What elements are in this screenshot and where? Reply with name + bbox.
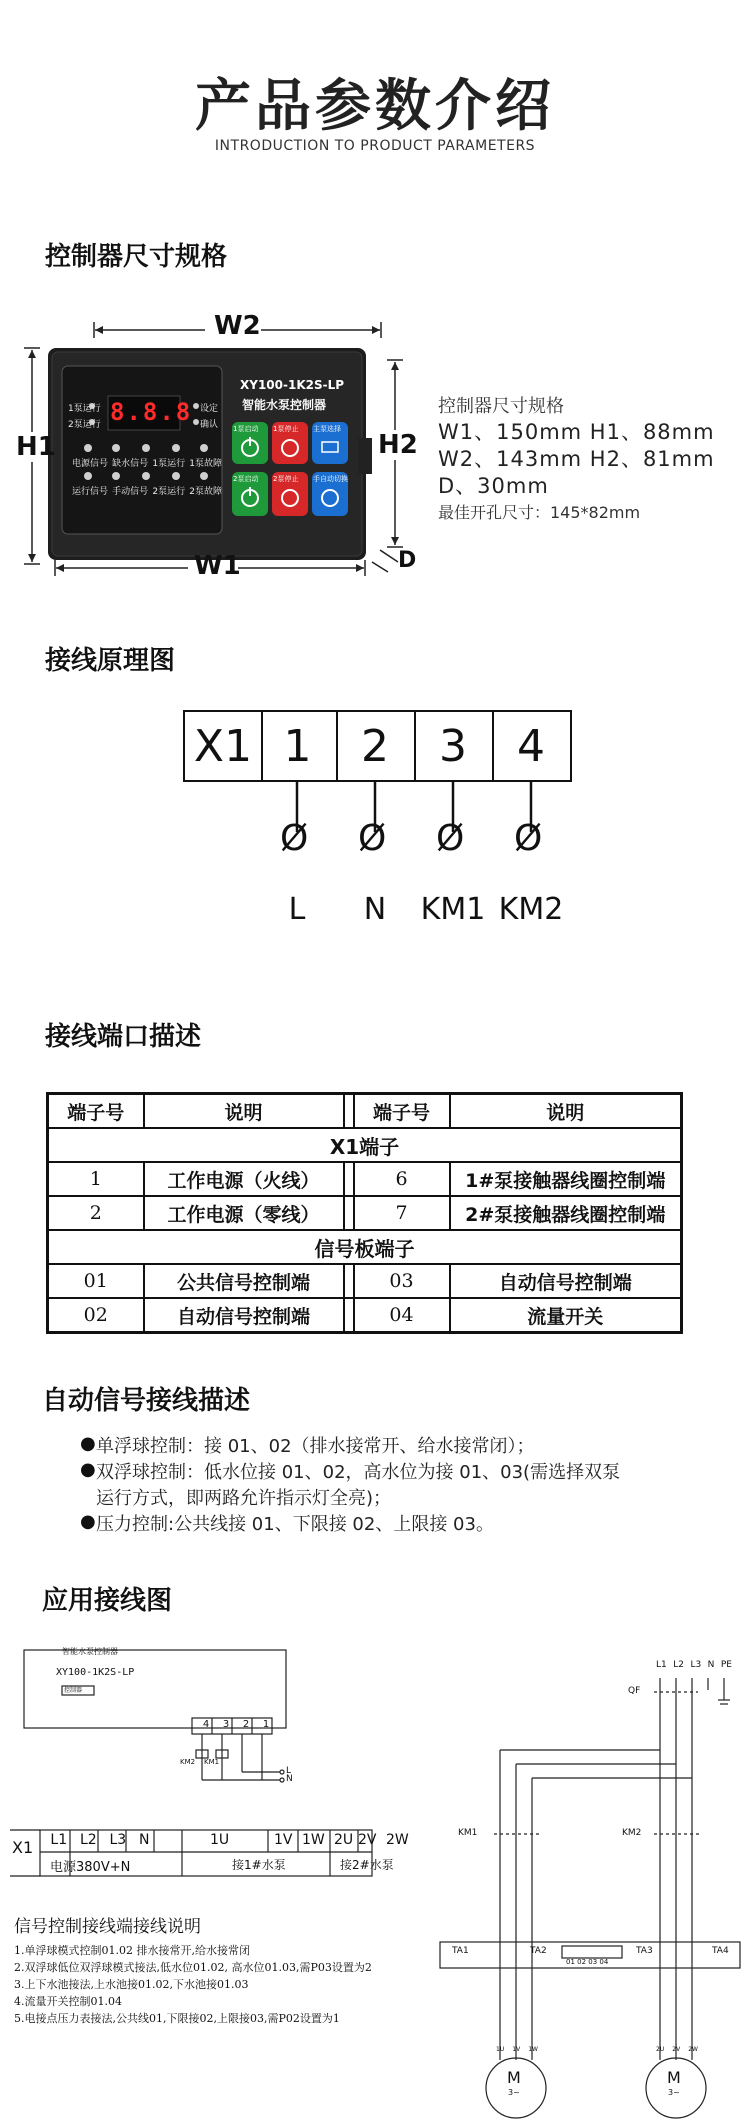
device-row2-label: 2泵运行 — [152, 487, 186, 497]
cell: 自动信号控制端 — [144, 1298, 344, 1333]
spec-line-2: W2、143mm H2、81mm — [438, 447, 715, 471]
strip-terminal: 1V — [274, 1832, 293, 1848]
device-model: XY100-1K2S-LP — [240, 378, 345, 392]
km2-label: KM2 — [622, 1828, 642, 1838]
strip-top-power — [44, 1832, 156, 1848]
dim-d: D — [398, 548, 417, 573]
dim-h1: H1 — [16, 432, 56, 462]
motor-1-sub: 3~ — [508, 2088, 520, 2097]
note-item: 4.流量开关控制01.04 — [14, 1995, 122, 2008]
device-row1-label: 电源信号 — [72, 459, 109, 469]
ta-label: TA1 — [452, 1946, 469, 1956]
motor-terminal: 1W — [528, 2046, 538, 2053]
ports-table — [46, 1092, 683, 1334]
device-row2-labels — [72, 484, 222, 497]
note-item: 1.单浮球模式控制01.02 排水接常开,给水接常闭 — [14, 1944, 250, 1957]
bullet-dot: ● — [80, 1433, 96, 1454]
line-n: N — [286, 1774, 293, 1784]
group-title-signal: 信号板端子 — [48, 1230, 682, 1264]
note-item: 2.双浮球低位双浮球模式接法,低水位01.02, 高水位01.03,需P03设置为2 — [14, 1961, 372, 1974]
cell: 公共信号控制端 — [144, 1264, 344, 1298]
device-right-label-1: 设定 — [200, 404, 219, 414]
notes-title: 信号控制接线端接线说明 — [14, 1917, 201, 1937]
panel-terminal: 1 — [262, 1719, 270, 1730]
cell: 工作电源（零线） — [144, 1196, 344, 1230]
ta-label: TA3 — [636, 1946, 653, 1956]
motor-2: M — [667, 2068, 681, 2087]
bullet-item: 压力控制:公共线接 01、下限接 02、上限接 03。 — [96, 1514, 494, 1535]
cell: 6 — [354, 1162, 450, 1196]
coil-label-km1: KM1 — [204, 1758, 220, 1766]
motor-terminal: 2V — [672, 2046, 681, 2053]
cell: 自动信号控制端 — [450, 1264, 682, 1298]
dim-h2: H2 — [378, 430, 418, 460]
signal-terminals: 01 02 03 04 — [566, 1958, 609, 1966]
bullet-dot: ● — [80, 1511, 96, 1532]
column-header: 说明 — [144, 1094, 344, 1129]
coil-label-km2: KM2 — [180, 1758, 196, 1766]
screw-symbol: Ø — [280, 818, 309, 859]
ta-label: TA4 — [712, 1946, 729, 1956]
application-wiring-diagram — [0, 1630, 750, 2125]
panel-terminal: 4 — [202, 1719, 210, 1730]
cell: 工作电源（火线） — [144, 1162, 344, 1196]
line-l: L — [286, 1766, 292, 1776]
group-title-x1: X1端子 — [48, 1128, 682, 1162]
strip-terminal: 2W — [386, 1832, 409, 1848]
device-row2-label: 运行信号 — [72, 487, 109, 497]
panel-terminals — [196, 1719, 276, 1730]
strip-terminal: 1W — [302, 1832, 325, 1848]
panel-model: XY100-1K2S-LP — [56, 1667, 135, 1678]
spec-note: 最佳开孔尺寸：145*82mm — [438, 503, 641, 522]
device-display: 8.8.8 — [110, 398, 193, 426]
device-row1-label: 1泵运行 — [152, 459, 186, 469]
section-heading-ports: 接线端口描述 — [45, 1022, 202, 1052]
terminal-label-km1: KM1 — [420, 892, 486, 927]
strip-label: X1 — [12, 1838, 34, 1857]
strip-terminal: 2V — [358, 1832, 377, 1848]
device-row1-label: 缺水信号 — [112, 459, 149, 469]
motor-terminal: 2U — [656, 2046, 665, 2053]
panel-terminal: 2 — [242, 1719, 250, 1730]
section-heading-auto-signal: 自动信号接线描述 — [42, 1386, 251, 1416]
screw-symbol: Ø — [514, 818, 543, 859]
strip-pump2-label: 接2#水泵 — [340, 1858, 394, 1872]
strip-terminal: L3 — [109, 1832, 127, 1848]
cell: 1#泵接触器线圈控制端 — [450, 1162, 682, 1196]
terminal-block-label: X1 — [183, 710, 263, 782]
section-heading-size: 控制器尺寸规格 — [45, 242, 228, 272]
device-btn-label-2: 1泵停止 — [273, 425, 299, 433]
motor-terminal: 2W — [688, 2046, 698, 2053]
dim-w2: W2 — [214, 311, 261, 341]
section-heading-wiring: 接线原理图 — [45, 646, 176, 676]
device-left-label-1: 1泵运行 — [68, 404, 101, 414]
spec-line-3: D、30mm — [438, 474, 549, 498]
section-heading-app-diagram: 应用接线图 — [42, 1586, 173, 1616]
terminal-label-n: N — [363, 892, 387, 927]
column-header: 端子号 — [48, 1094, 144, 1129]
km1-label: KM1 — [458, 1828, 478, 1838]
strip-terminal: N — [139, 1832, 150, 1848]
motor-2-sub: 3~ — [668, 2088, 680, 2097]
device-btn-label-3: 主泵选择 — [313, 425, 341, 433]
screw-symbol: Ø — [358, 818, 387, 859]
cell: 2 — [48, 1196, 144, 1230]
strip-terminal: 2U — [334, 1832, 354, 1848]
screw-symbol: Ø — [436, 818, 465, 859]
spec-label: 控制器尺寸规格 — [438, 396, 564, 417]
cell: 2#泵接触器线圈控制端 — [450, 1196, 682, 1230]
bullet-dot: ● — [80, 1459, 96, 1480]
qf-label: QF — [628, 1686, 641, 1696]
device-row2-label: 手动信号 — [112, 487, 149, 497]
motor-1: M — [507, 2068, 521, 2087]
table-group-row — [48, 1128, 682, 1162]
cell: 流量开关 — [450, 1298, 682, 1333]
table-row — [48, 1298, 682, 1333]
cell: 04 — [354, 1298, 450, 1333]
device-right-label-2: 确认 — [200, 420, 219, 430]
panel-tag: 控制器 — [64, 1687, 83, 1694]
device-row1-labels — [72, 456, 222, 469]
device-left-label-2: 2泵运行 — [68, 420, 101, 430]
strip-terminal: L2 — [79, 1832, 97, 1848]
strip-terminal: L1 — [50, 1832, 68, 1848]
device-btn-label-1: 1泵启动 — [233, 425, 259, 433]
table-row — [48, 1264, 682, 1298]
note-item: 3.上下水池接法,上水池接01.02,下水池接01.03 — [14, 1978, 249, 1991]
terminal-2: 2 — [336, 710, 416, 782]
page-subtitle: INTRODUCTION TO PRODUCT PARAMETERS — [214, 138, 536, 154]
cell: 01 — [48, 1264, 144, 1298]
cell: 02 — [48, 1298, 144, 1333]
table-row — [48, 1162, 682, 1196]
panel-title: 智能水泵控制器 — [62, 1647, 118, 1656]
ta-label: TA2 — [530, 1946, 547, 1956]
column-header: 说明 — [450, 1094, 682, 1129]
strip-pump1-label: 接1#水泵 — [232, 1858, 286, 1872]
bus-label: PE — [720, 1660, 732, 1670]
device-btn-label-5: 2泵停止 — [273, 475, 299, 483]
motor-2-terminals — [656, 2046, 698, 2053]
bus-label: L3 — [690, 1660, 702, 1670]
table-header-row — [48, 1094, 682, 1129]
motor-1-terminals — [496, 2046, 538, 2053]
device-name: 智能水泵控制器 — [242, 398, 327, 412]
cell: 7 — [354, 1196, 450, 1230]
panel-terminal: 3 — [222, 1719, 230, 1730]
bus-label: L1 — [656, 1660, 667, 1670]
note-item: 5.电接点压力表接法,公共线01,下限接02,上限接03,需P02设置为1 — [14, 2012, 340, 2025]
column-header: 端子号 — [354, 1094, 450, 1129]
terminal-1: 1 — [259, 710, 338, 782]
terminal-4: 4 — [492, 710, 572, 782]
motor-terminal: 1U — [496, 2046, 505, 2053]
terminal-label-l: L — [288, 892, 306, 927]
table-group-row — [48, 1230, 682, 1264]
notes-list — [14, 1942, 372, 2027]
dim-w1: W1 — [194, 551, 241, 581]
cell: 03 — [354, 1264, 450, 1298]
bullet-item: 双浮球控制：低水位接 01、02，高水位为接 01、03(需选择双泵 — [96, 1462, 621, 1483]
spec-line-1: W1、150mm H1、88mm — [438, 420, 715, 444]
motor-terminal: 1V — [512, 2046, 521, 2053]
page-title: 产品参数介绍 — [195, 74, 555, 139]
device-row2-label: 2泵故障 — [189, 487, 222, 497]
bullet-item: 单浮球控制：接 01、02（排水接常开、给水接常闭）； — [96, 1436, 535, 1457]
terminal-3: 3 — [414, 710, 494, 782]
strip-terminal: 1U — [210, 1832, 230, 1848]
cell: 1 — [48, 1162, 144, 1196]
device-btn-label-4: 2泵启动 — [233, 475, 259, 483]
strip-power-label: 电源380V+N — [50, 1860, 131, 1875]
table-row — [48, 1196, 682, 1230]
device-btn-label-6: 手自动切换 — [313, 475, 348, 483]
bullet-item-continued: 运行方式，即两路允许指示灯全亮)； — [96, 1488, 392, 1509]
bus-labels — [656, 1660, 732, 1670]
dimension-diagram — [0, 300, 430, 590]
terminal-label-km2: KM2 — [498, 892, 564, 927]
device-row1-label: 1泵故障 — [189, 459, 222, 469]
bus-label: L2 — [673, 1660, 684, 1670]
bus-label: N — [707, 1660, 715, 1670]
